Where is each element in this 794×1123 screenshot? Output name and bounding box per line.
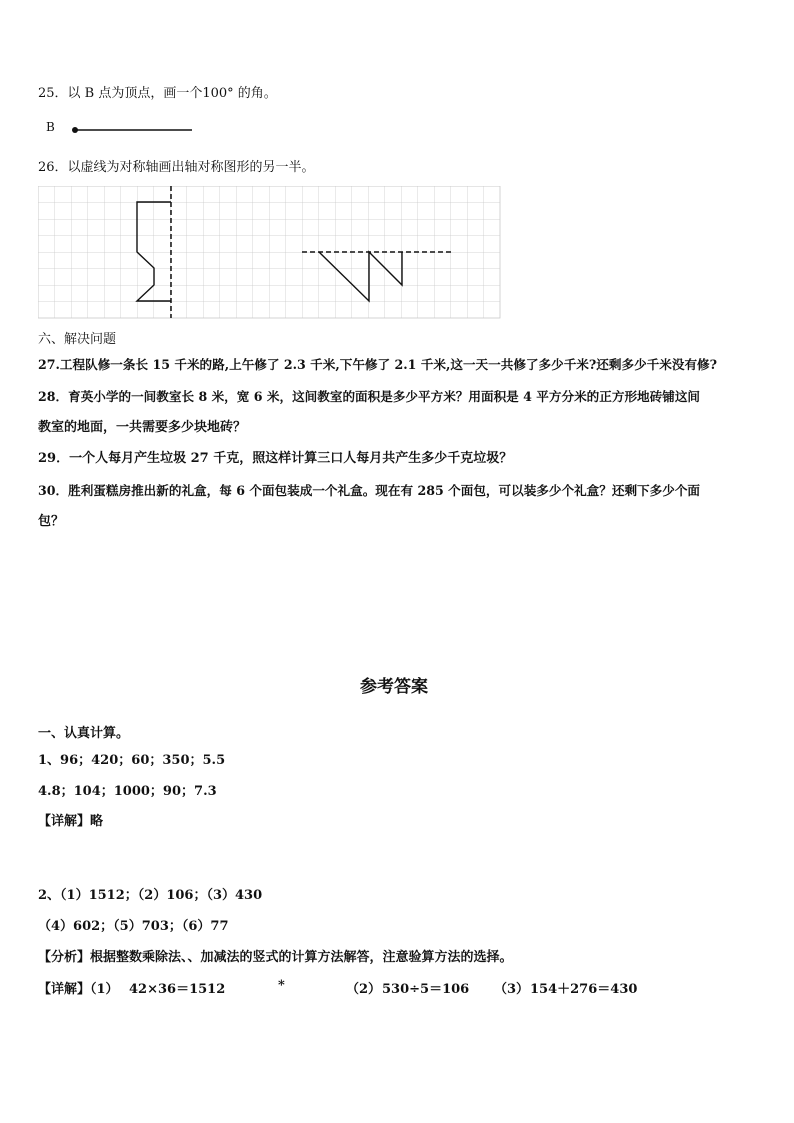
q28-line2: 教室的地面，一共需要多少块地砖？ — [38, 420, 247, 435]
q30-line2: 包？ — [38, 514, 65, 529]
q29-text: 29．一个人每月产生垃圾 27 千克，照这样计算三口人每月共产生多少千克垃圾？ — [38, 451, 513, 466]
point-b-label: B — [46, 120, 55, 134]
answer1-detail: 【详解】略 — [38, 814, 104, 829]
answer1-line1: 1、96；420；60；350；5.5 — [38, 753, 226, 768]
ray-from-b — [70, 122, 200, 136]
answer2-detail-3-label: （3） — [494, 982, 530, 997]
answers-title: 参考答案 — [360, 677, 428, 697]
answer1-line2: 4.8；104；1000；90；7.3 — [38, 784, 217, 799]
answer2-detail-3: 154＋276＝430 — [530, 982, 638, 997]
answers-section1: 一、认真计算。 — [38, 726, 130, 741]
answer2-line1: 2、（1）1512；（2）106；（3）430 — [38, 888, 263, 903]
answer2-analysis: 【分析】根据整数乘除法、、加减法的竖式的计算方法解答，注意验算方法的选择。 — [38, 950, 513, 965]
answer2-star: * — [278, 978, 285, 993]
q26-text: 26．以虚线为对称轴画出轴对称图形的另一半。 — [38, 160, 315, 175]
answer2-detail-1: 42×36＝1512 — [129, 982, 226, 997]
q30-line1: 30．胜利蛋糕房推出新的礼盒，每 6 个面包装成一个礼盒。现在有 285 个面包，可以装多少个礼盒？还剩下多少个面 — [38, 483, 701, 498]
answer2-line2: （4）602；（5）703；（6）77 — [38, 919, 229, 934]
q25-text: 25．以 B 点为顶点，画一个100° 的角。 — [38, 86, 277, 101]
symmetry-grid — [38, 186, 502, 320]
q27-text: 27.工程队修一条长 15 千米的路,上午修了 2.3 千米,下午修了 2.1 千米,这一天一共修了多少千米?还剩多少千米没有修? — [38, 357, 718, 372]
answer2-detail-2-label: （2） — [346, 982, 382, 997]
answer2-detail-2: 530÷5＝106 — [382, 982, 470, 997]
section6-heading: 六、解决问题 — [38, 332, 117, 347]
answer2-detail-label: 【详解】（1） — [38, 982, 119, 997]
q28-line1: 28．育英小学的一间教室长 8 米，宽 6 米，这间教室的面积是多少平方米？用面积是 4 平方分米的正方形地砖铺这间 — [38, 389, 701, 404]
